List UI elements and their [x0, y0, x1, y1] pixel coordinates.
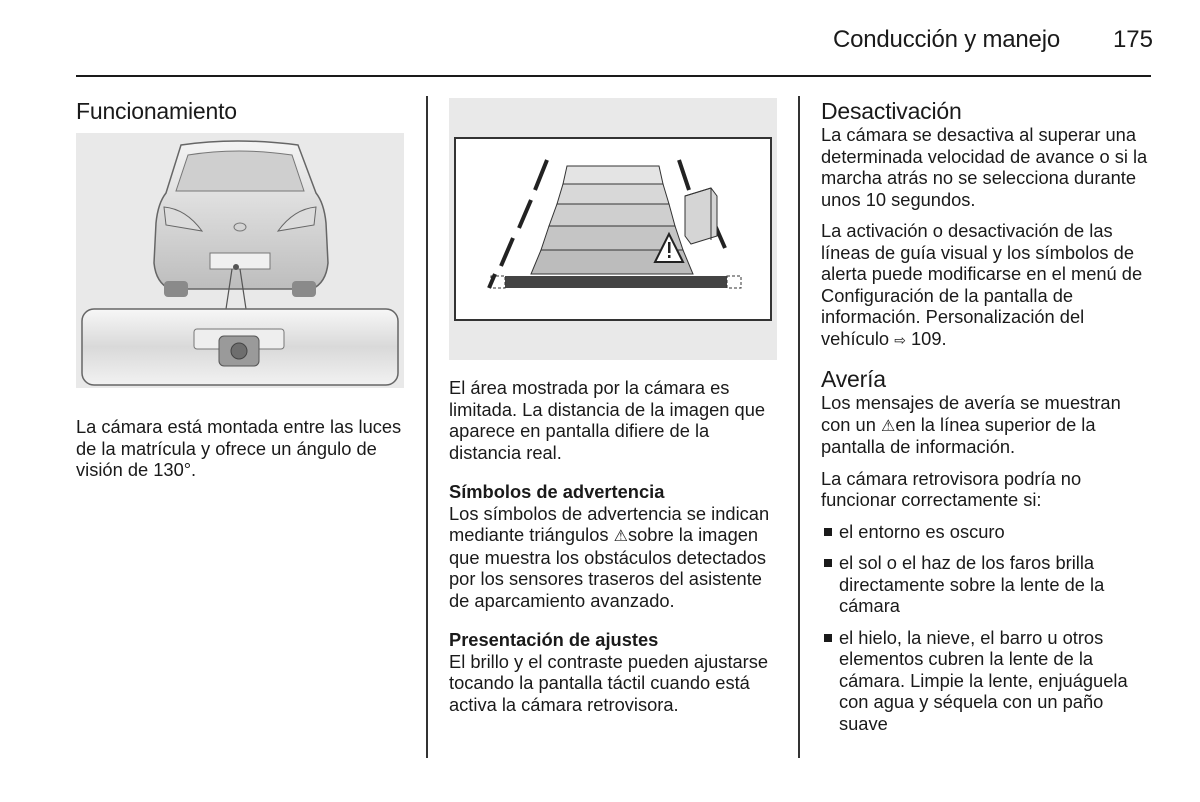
list-item: el entorno es oscuro [821, 521, 1151, 543]
camera-area-text: El área mostrada por la cámara es limitada. La distancia de la imagen que aparece en pantalla difiere de la distancia real. [449, 377, 766, 463]
list-item: el sol o el haz de los faros brilla directamente sobre la lente de la cámara [821, 552, 1151, 617]
fault-text-1-part-a: Los mensajes de avería se muestran con un [821, 392, 1121, 435]
deactivation-text-1: La cámara se desactiva al superar una determinada velocidad de avance o si la marcha atrás no se selecciona durante unos 10 segundos. [821, 124, 1148, 210]
car-camera-illustration [76, 133, 404, 388]
fault-heading: Avería [821, 366, 886, 392]
fault-conditions-list [821, 521, 1151, 735]
fault-text-2: La cámara retrovisora podría no funcionar correctamente si: [821, 467, 1082, 510]
column-divider-left [426, 96, 428, 758]
warning-symbols-heading: Símbolos de advertencia [449, 481, 665, 502]
warning-symbols-text [449, 503, 779, 612]
rear-car-with-camera-drawing [76, 133, 404, 388]
warning-text-part-1: Los símbolos de advertencia se indican mediante triángulos [449, 502, 770, 545]
camera-mount-text: La cámara está montada entre las luces de la matrícula y ofrece un ángulo de visión de 130°. [76, 416, 402, 480]
deactivation-text-2-body: La activación o desactivación de las líneas de guía visual y los símbolos de alerta puede modificarse en el menú de Configuración de la pantalla de información. Personalización del vehículo [821, 220, 1143, 349]
rearview-display-illustration [449, 98, 777, 360]
column-3 [821, 98, 1151, 744]
settings-heading: Presentación de ajustes [449, 629, 659, 650]
warning-triangle-icon: ⚠ [880, 415, 896, 435]
rearview-screen-drawing [449, 98, 777, 360]
column-1-text [76, 416, 410, 491]
warning-text-part-2: sobre la imagen que muestra los obstáculos detectados por los sensores traseros del asistente de aparcamiento avanzado. [449, 524, 767, 611]
running-header-title: Conducción y manejo [832, 26, 1060, 53]
fault-text-1-part-b: en la línea superior de la pantalla de información. [821, 413, 1096, 457]
settings-text: El brillo y el contraste pueden ajustarse tocando la pantalla táctil cuando está activa la cámara retrovisora. [449, 650, 769, 715]
page-reference-arrow-icon: ⇨ [894, 332, 906, 349]
column-2 [449, 377, 779, 725]
fault-text-1 [821, 392, 1151, 458]
page-reference-link[interactable]: 109. [911, 327, 947, 349]
page-number: 175 [1112, 26, 1153, 53]
deactivation-text-2 [821, 220, 1151, 352]
section-heading-funcionamiento: Funcionamiento [76, 98, 237, 124]
warning-triangle-icon: ⚠ [613, 526, 628, 545]
column-divider-right [798, 96, 800, 758]
column-1 [76, 98, 410, 124]
deactivation-heading: Desactivación [821, 98, 962, 124]
list-item: el hielo, la nieve, el barro u otros elementos cubren la lente de la cámara. Limpie la lente, enjuáguela con agua y séquela con un paño suave [821, 627, 1151, 735]
header-rule [76, 75, 1151, 77]
